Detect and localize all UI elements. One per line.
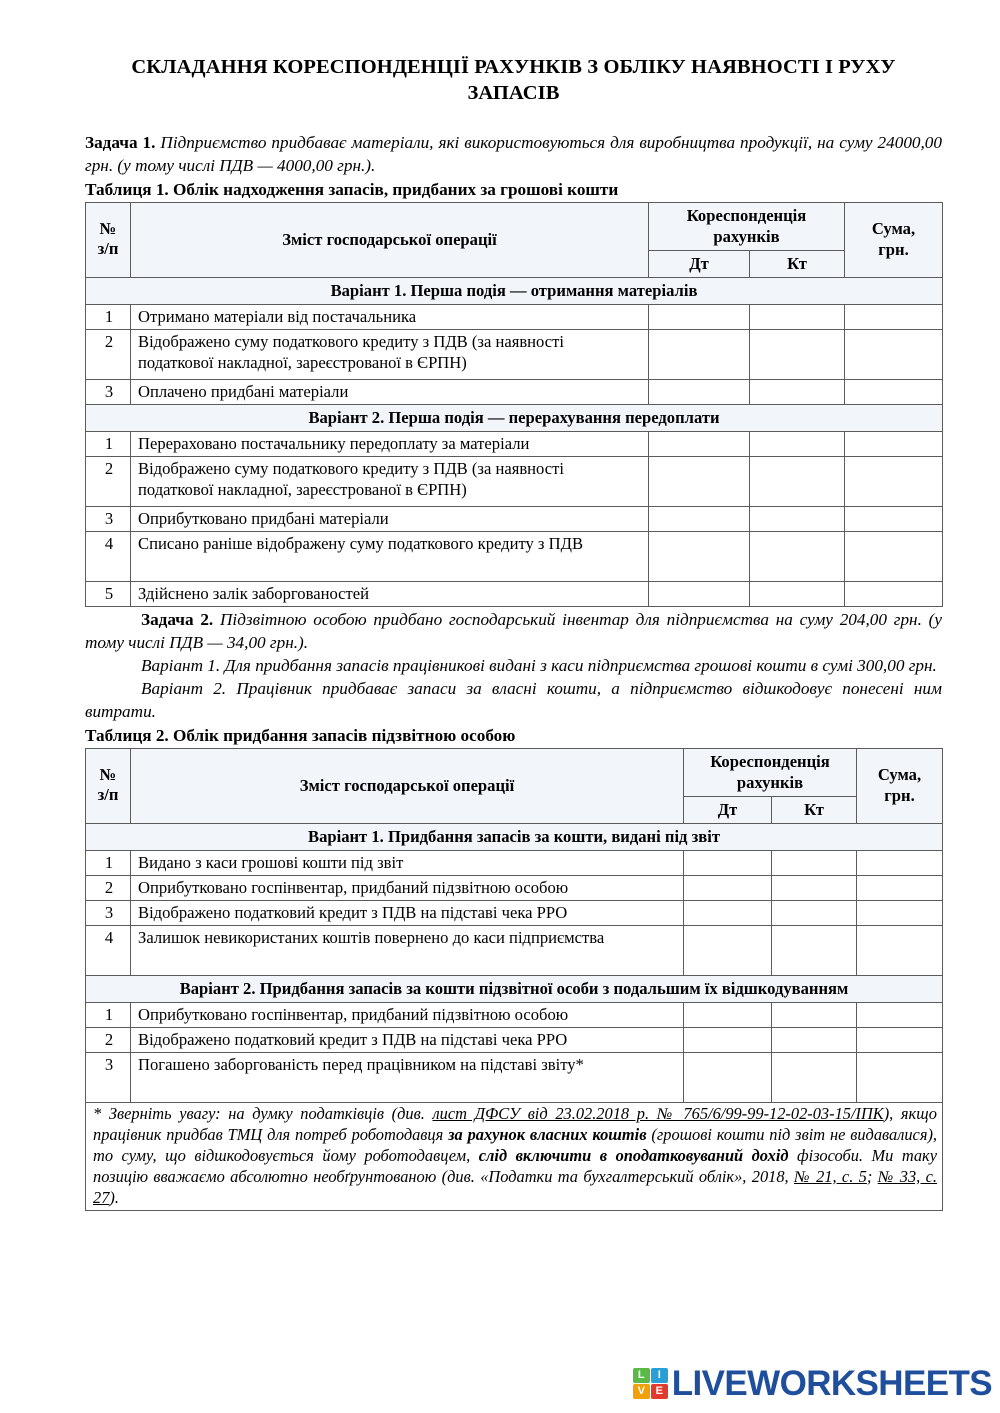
table2-header-correspondence (684, 748, 857, 796)
table1-header-sum-line1: Сума, (871, 219, 916, 239)
row-description: Залишок невикористаних коштів повернено до каси підприємства (131, 926, 684, 976)
table2-header-dt: Дт (684, 796, 772, 823)
table1-header-num-line1: № (99, 219, 117, 239)
row-description: Відображено суму податкового кредиту з ПДВ (за наявності податкової накладної, зареєстрованої в ЄРПН) (131, 457, 649, 507)
table1-body (86, 277, 943, 606)
row-description: Відображено суму податкового кредиту з ПДВ (за наявності податкової накладної, зареєстрованої в ЄРПН) (131, 330, 649, 380)
logo-tile-i-icon: I (651, 1368, 668, 1383)
row-dt-input[interactable] (684, 875, 772, 900)
row-sum-input[interactable] (857, 850, 943, 875)
row-num: 2 (86, 457, 131, 507)
table1-variant-1-title: Варіант 1. Перша подія — отримання матеріалів (86, 277, 943, 304)
table-row (86, 330, 943, 380)
table-row (86, 532, 943, 582)
table2-header-correspondence-line2: рахунків (736, 772, 804, 792)
row-dt-input[interactable] (649, 507, 750, 532)
row-description: Видано з каси грошові кошти під звіт (131, 850, 684, 875)
footnote-part1: * Зверніть увагу: на думку податківців (див. (93, 1104, 433, 1124)
table1-head (86, 202, 943, 277)
liveworksheets-logo-tiles (633, 1368, 668, 1399)
table2-header-sum-line2: грн. (884, 786, 915, 806)
liveworksheets-wordmark: LIVEWORKSHEETS (671, 1363, 992, 1403)
table1-header-description: Зміст господарської операції (131, 202, 649, 277)
table-row (86, 875, 943, 900)
table-row (86, 1053, 943, 1103)
row-kt-input[interactable] (750, 330, 845, 380)
row-sum-input[interactable] (857, 926, 943, 976)
table-row (86, 900, 943, 925)
row-num: 1 (86, 1003, 131, 1028)
table2-body (86, 823, 943, 1211)
row-dt-input[interactable] (649, 304, 750, 329)
table-row (86, 304, 943, 329)
row-dt-input[interactable] (649, 582, 750, 607)
row-sum-input[interactable] (845, 457, 943, 507)
row-num: 4 (86, 926, 131, 976)
row-kt-input[interactable] (772, 850, 857, 875)
row-dt-input[interactable] (649, 532, 750, 582)
table1-variant-heading (86, 405, 943, 432)
row-sum-input[interactable] (857, 900, 943, 925)
row-kt-input[interactable] (772, 1028, 857, 1053)
row-description: Оприбутковано госпінвентар, придбаний підзвітною особою (131, 875, 684, 900)
row-num: 2 (86, 875, 131, 900)
task2-label: Задача 2. (141, 610, 214, 630)
row-dt-input[interactable] (649, 380, 750, 405)
table-row (86, 926, 943, 976)
liveworksheets-logo[interactable] (633, 1361, 992, 1405)
footnote-link-issue21[interactable]: № 21, с. 5 (794, 1166, 867, 1186)
row-dt-input[interactable] (649, 330, 750, 380)
table2-caption: Таблиця 2. Облік придбання запасів підзвітною особою (85, 726, 516, 746)
row-kt-input[interactable] (750, 304, 845, 329)
table1-header-num-line2: з/п (97, 239, 119, 259)
task2-variant2-paragraph: Варіант 2. Працівник придбаває запаси за власні кошти, а підприємство відшкодовує понесені ним витрати. (85, 679, 942, 721)
row-kt-input[interactable] (772, 900, 857, 925)
footnote-bold-own-funds: за рахунок власних коштів (448, 1125, 647, 1145)
task1-paragraph (85, 132, 942, 177)
table-row (86, 380, 943, 405)
row-description: Відображено податковий кредит з ПДВ на підставі чека РРО (131, 1028, 684, 1053)
table2-variant-heading (86, 823, 943, 850)
row-num: 4 (86, 532, 131, 582)
row-dt-input[interactable] (684, 926, 772, 976)
table1-header-correspondence (649, 202, 845, 250)
row-sum-input[interactable] (845, 532, 943, 582)
table2-header-num-line2: з/п (97, 785, 119, 805)
row-num: 2 (86, 330, 131, 380)
row-kt-input[interactable] (750, 582, 845, 607)
row-description: Відображено податковий кредит з ПДВ на підставі чека РРО (131, 900, 684, 925)
footnote-part4: фізособи. Ми таку позицію вважаємо абсолютно необґрунтованою (див. «Податки та бухгалтерський облік», 2018, (93, 1145, 937, 1186)
table2-variant-2-title: Варіант 2. Придбання запасів за кошти підзвітної особи з подальшим їх відшкодуванням (86, 976, 943, 1003)
table1-header-kt: Кт (750, 250, 845, 277)
row-num: 3 (86, 380, 131, 405)
table2-header-num (86, 748, 131, 823)
logo-tile-v-icon: V (633, 1384, 650, 1399)
row-dt-input[interactable] (684, 900, 772, 925)
row-sum-input[interactable] (857, 1053, 943, 1103)
row-kt-input[interactable] (772, 1053, 857, 1103)
row-num: 3 (86, 507, 131, 532)
table2-header-kt: Кт (772, 796, 857, 823)
table-row (86, 850, 943, 875)
row-num: 1 (86, 304, 131, 329)
task2-variant1-paragraph: Варіант 1. Для придбання запасів працівникові видані з каси підприємства грошові кошти в сумі 300,00 грн. (141, 656, 937, 676)
table1-header-sum-line2: грн. (878, 240, 909, 260)
row-description: Оплачено придбані матеріали (131, 380, 649, 405)
table1-header-correspondence-line1: Кореспонденція (686, 205, 807, 225)
table1-header-correspondence-line2: рахунків (713, 226, 780, 246)
row-kt-input[interactable] (750, 532, 845, 582)
table-row (86, 1028, 943, 1053)
table-row (86, 582, 943, 607)
table1-caption: Таблиця 1. Облік надходження запасів, придбаних за грошові кошти (85, 180, 619, 200)
table2-variant-heading (86, 976, 943, 1003)
row-kt-input[interactable] (750, 457, 845, 507)
row-num: 3 (86, 1053, 131, 1103)
table-row (86, 507, 943, 532)
table-row (86, 432, 943, 457)
row-sum-input[interactable] (845, 380, 943, 405)
table2-head (86, 748, 943, 823)
row-kt-input[interactable] (772, 1003, 857, 1028)
footnote-link-dfsu[interactable]: лист ДФСУ від 23.02.2018 р. № 765/6/99-99-12-02-03-15/ІПК (432, 1104, 884, 1124)
row-sum-input[interactable] (857, 1028, 943, 1053)
row-sum-input[interactable] (845, 304, 943, 329)
row-description: Отримано матеріали від постачальника (131, 304, 649, 329)
logo-tile-l-icon: L (633, 1368, 650, 1383)
task2-text: Підзвітною особою придбано господарський інвентар для підприємства на суму 204,00 грн. (у тому числі ПДВ — 34,00 грн.). (85, 610, 942, 652)
row-num: 3 (86, 900, 131, 925)
table1-header-sum (845, 202, 943, 277)
row-num: 1 (86, 850, 131, 875)
row-dt-input[interactable] (684, 1028, 772, 1053)
row-dt-input[interactable] (684, 850, 772, 875)
row-sum-input[interactable] (845, 507, 943, 532)
row-sum-input[interactable] (845, 582, 943, 607)
footnote-bold-taxable-income: слід включити в оподатковуваний дохід (478, 1145, 789, 1165)
task2-paragraph (85, 609, 942, 654)
row-description: Списано раніше відображену суму податкового кредиту з ПДВ (131, 532, 649, 582)
row-num: 5 (86, 582, 131, 607)
row-sum-input[interactable] (845, 432, 943, 457)
table1-header-row-1 (86, 202, 943, 250)
row-sum-input[interactable] (857, 1003, 943, 1028)
row-kt-input[interactable] (772, 875, 857, 900)
row-kt-input[interactable] (750, 432, 845, 457)
row-num: 2 (86, 1028, 131, 1053)
row-kt-input[interactable] (772, 926, 857, 976)
table-row (86, 1003, 943, 1028)
row-description: Оприбутковано придбані матеріали (131, 507, 649, 532)
footnote-part6: ). (109, 1187, 119, 1207)
footnote-part2: ), якщо працівник придбав ТМЦ для потреб роботодавця (93, 1104, 937, 1145)
row-description: Здійснено залік заборгованостей (131, 582, 649, 607)
table1-header-dt: Дт (649, 250, 750, 277)
task1-text: Підприємство придбаває матеріали, які використовуються для виробництва продукції, на суму 24000,00 грн. (у тому числі ПДВ — 4000,00 грн.). (85, 133, 942, 175)
table2-variant-1-title: Варіант 1. Придбання запасів за кошти, видані під звіт (86, 823, 943, 850)
footnote-link-issue33[interactable]: № 33, с. 27 (93, 1166, 938, 1207)
row-sum-input[interactable] (845, 330, 943, 380)
row-description: Погашено заборгованість перед працівником на підставі звіту* (131, 1053, 684, 1103)
table1-header-num (86, 202, 131, 277)
row-num: 1 (86, 432, 131, 457)
table2-header-sum (857, 748, 943, 823)
table2-header-sum-line1: Сума, (877, 765, 922, 785)
table2-header-correspondence-line1: Кореспонденція (710, 751, 830, 771)
table2-header-row-1 (86, 748, 943, 796)
row-kt-input[interactable] (750, 380, 845, 405)
footnote-part3: (грошові кошти під звіт не видавалися), то суму, що відшкодовується йому роботодавцем, (93, 1125, 938, 1165)
row-description: Перераховано постачальнику передоплату за матеріали (131, 432, 649, 457)
table-2-accountable-person-purchase (85, 748, 943, 1212)
footnote-part5: ; (866, 1166, 878, 1186)
table-1-inventory-purchase (85, 202, 943, 608)
table1-variant-2-title: Варіант 2. Перша подія — перерахування передоплати (86, 405, 943, 432)
logo-tile-e-icon: E (651, 1384, 668, 1399)
table2-header-description: Зміст господарської операції (131, 748, 684, 823)
table2-header-num-line1: № (99, 764, 117, 784)
row-dt-input[interactable] (649, 432, 750, 457)
row-dt-input[interactable] (684, 1003, 772, 1028)
task1-label: Задача 1. (85, 133, 156, 153)
page-title: СКЛАДАННЯ КОРЕСПОНДЕНЦІЇ РАХУНКІВ З ОБЛІКУ НАЯВНОСТІ І РУХУ ЗАПАСІВ (131, 56, 896, 105)
table2-footnote (86, 1103, 943, 1211)
row-sum-input[interactable] (857, 875, 943, 900)
table2-footnote-row (86, 1103, 943, 1211)
row-kt-input[interactable] (750, 507, 845, 532)
row-dt-input[interactable] (649, 457, 750, 507)
row-dt-input[interactable] (684, 1053, 772, 1103)
row-description: Оприбутковано госпінвентар, придбаний підзвітною особою (131, 1003, 684, 1028)
table-row (86, 457, 943, 507)
table1-variant-heading (86, 277, 943, 304)
